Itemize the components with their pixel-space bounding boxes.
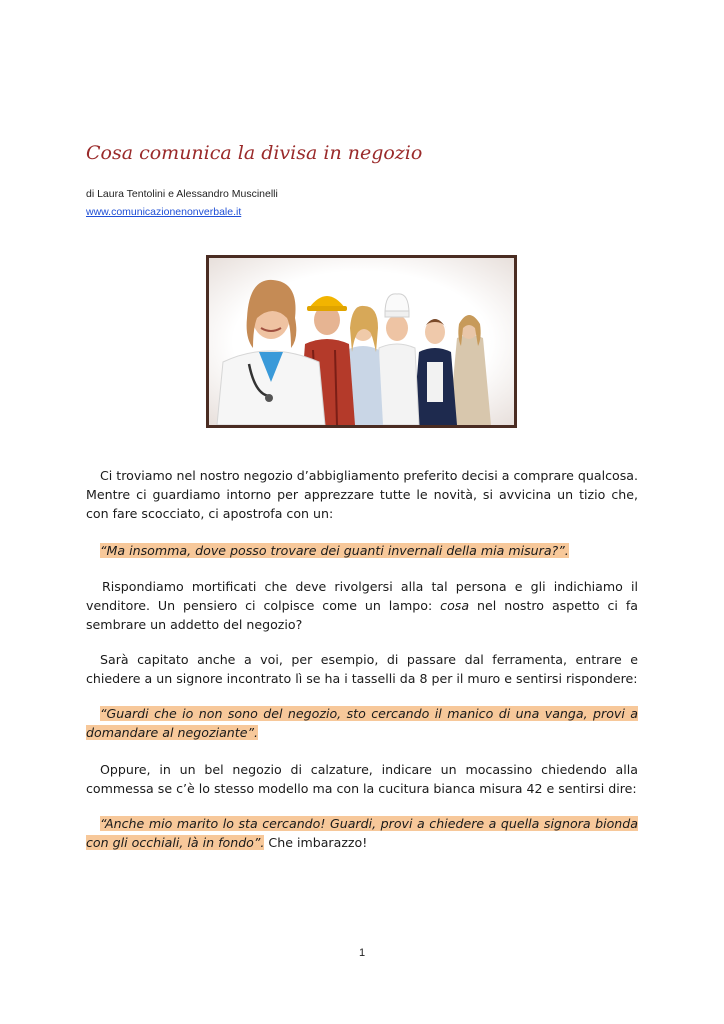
quote-1 bbox=[86, 541, 638, 560]
workers-uniform-photo bbox=[206, 255, 517, 428]
quote-3-comment: Che imbarazzo! bbox=[264, 835, 368, 850]
quote-2-text: “Guardi che io non sono del negozio, sto cercando il manico di una vanga, provi a domandare al negoziante”. bbox=[86, 706, 638, 740]
workers-illustration bbox=[209, 258, 514, 425]
page-number: 1 bbox=[358, 947, 366, 959]
paragraph-2-start: Rispondiamo mortificati che deve rivolgersi alla tal persona e gli indichiamo il venditore. Un pensiero ci colpisce come un lampo: bbox=[86, 579, 638, 613]
quote-3-text: “Anche mio marito lo sta cercando! Guardi, provi a chiedere a quella signora bionda con gli occhiali, là in fondo”. bbox=[86, 816, 638, 850]
author-byline: di Laura Tentolini e Alessandro Muscinelli bbox=[86, 188, 278, 200]
quote-3 bbox=[86, 814, 638, 852]
paragraph-2-end: nel nostro aspetto ci fa sembrare un addetto del negozio? bbox=[86, 598, 638, 632]
document-title: Cosa comunica la divisa in negozio bbox=[86, 142, 423, 164]
quote-1-text: “Ma insomma, dove posso trovare dei guanti invernali della mia misura?”. bbox=[100, 543, 569, 558]
website-link[interactable]: www.comunicazionenonverbale.it bbox=[86, 206, 242, 218]
paragraph-1: Ci troviamo nel nostro negozio d’abbigliamento preferito decisi a comprare qualcosa. Mentre ci guardiamo intorno per apprezzare tutte le novità, si avvicina un tizio che, con fare scocciato, ci apostrofa con un: bbox=[86, 468, 638, 521]
paragraph-4: Oppure, in un bel negozio di calzature, indicare un mocassino chiedendo alla commessa se c’è lo stesso modello ma con la cucitura bianca misura 42 e sentirsi dire: bbox=[86, 762, 638, 796]
paragraph-2-italic: cosa bbox=[440, 598, 470, 613]
paragraph-2 bbox=[86, 577, 638, 634]
quote-2 bbox=[86, 704, 638, 742]
paragraph-3: Sarà capitato anche a voi, per esempio, di passare dal ferramenta, entrare e chiedere a un signore incontrato lì se ha i tasselli da 8 per il muro e sentirsi rispondere: bbox=[86, 652, 638, 686]
